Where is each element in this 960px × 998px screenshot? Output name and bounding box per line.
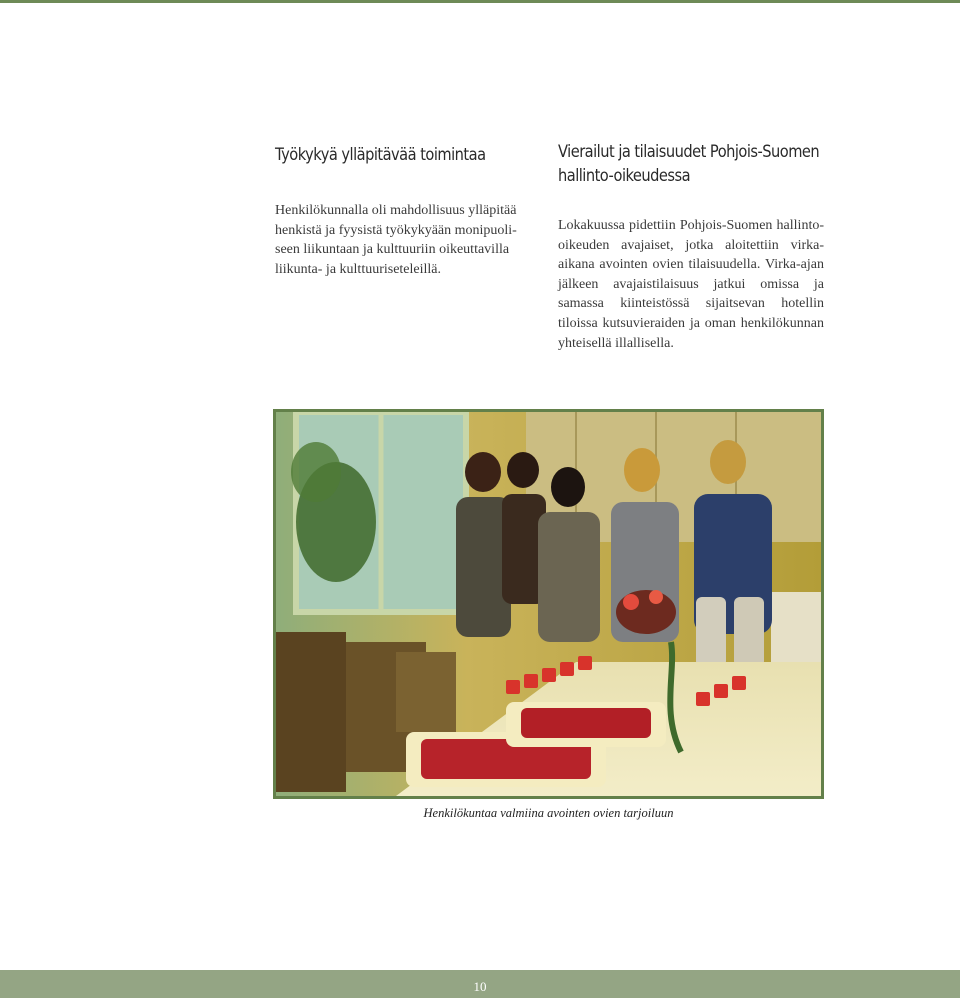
left-body-line: Henkilökunnalla oli mahdollisuus ylläpitää — [275, 203, 517, 218]
left-heading: Työkykyä ylläpitävää toimintaa — [275, 145, 486, 165]
event-photo — [273, 409, 824, 799]
right-heading-line: Vierailut ja tilaisuudet Pohjois-Suomen — [558, 142, 820, 162]
left-body-line: seen liikuntaan ja kulttuuriin oikeuttavilla — [275, 242, 510, 258]
page-number: 10 — [473, 979, 487, 994]
photo-illustration — [276, 412, 821, 796]
right-heading — [558, 140, 820, 188]
right-column — [558, 140, 824, 367]
left-column — [275, 140, 541, 279]
left-body-line: henkistä ja fyysistä työkykyään monipuoli- — [275, 222, 517, 238]
top-rule — [0, 0, 960, 3]
photo-caption: Henkilökuntaa valmiina avointen ovien tarjoiluun — [423, 806, 674, 820]
left-body-text — [275, 201, 541, 279]
left-body-line: liikunta- ja kulttuuriseteleillä. — [275, 261, 442, 277]
right-body-text: Lokakuussa pidettiin Pohjois-Suomen hallinto-oikeuden avajaiset, jotka aloitettiin virka-aikana avointen ovien tilaisuudella. Virka-ajan jälkeen avajaistilaisuus jatkui omissa ja samassa kiinteistössä sijaitsevan hotellin tiloissa kutsuvieraiden ja oman henkilökunnan yhteisellä illallisella. — [558, 218, 824, 351]
right-heading-line: hallinto-oikeudessa — [558, 166, 691, 186]
